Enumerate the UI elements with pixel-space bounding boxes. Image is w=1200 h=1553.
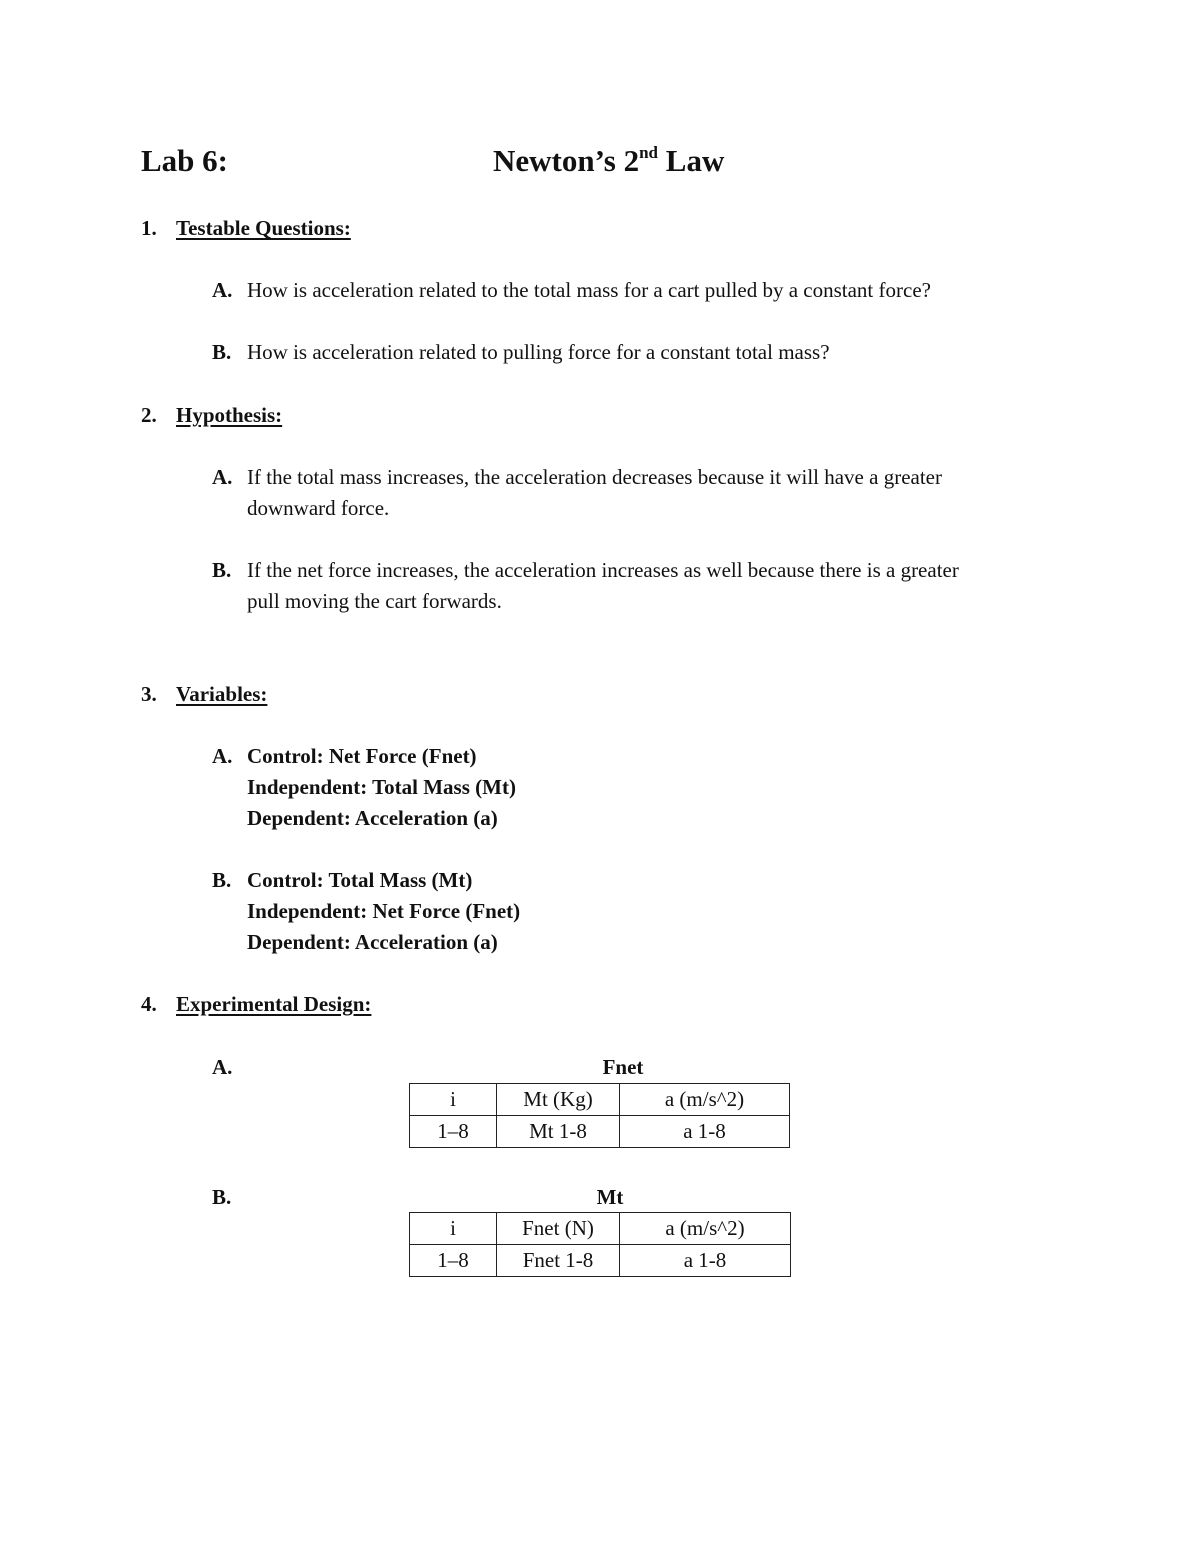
variables-b-independent: Independent: Net Force (Fnet)	[247, 899, 521, 923]
design-a-table	[409, 1083, 790, 1148]
table-header-row	[410, 1213, 791, 1245]
lab-number: Lab 6:	[141, 143, 228, 178]
table-header-row	[410, 1084, 790, 1116]
variables-b-control: Control: Total Mass (Mt)	[247, 868, 473, 892]
page-title	[493, 143, 724, 179]
hypothesis-a-line-2: downward force.	[247, 496, 390, 520]
section-4-number: 4.	[141, 992, 157, 1016]
design-a-caption: Fnet	[602, 1055, 644, 1079]
hypothesis-a-line-1: If the total mass increases, the acceleration decreases because it will have a greater	[247, 465, 942, 489]
question-a-text: How is acceleration related to the total mass for a cart pulled by a constant force?	[247, 278, 931, 302]
table-row	[410, 1116, 790, 1148]
variables-b-dependent: Dependent: Acceleration (a)	[247, 930, 498, 954]
design-b-label: B.	[212, 1185, 232, 1209]
title-main: Newton’s 2	[493, 143, 640, 178]
section-3-heading: Variables:	[176, 682, 268, 706]
variables-a-label: A.	[212, 744, 233, 768]
section-2-number: 2.	[141, 403, 157, 427]
design-b-caption: Mt	[596, 1185, 624, 1209]
section-2-heading: Hypothesis:	[176, 403, 283, 427]
table-cell: 1–8	[410, 1116, 497, 1148]
design-b-table	[409, 1212, 791, 1277]
title-superscript: nd	[639, 142, 659, 162]
table-cell: a 1-8	[620, 1116, 790, 1148]
section-4-heading: Experimental Design:	[176, 992, 372, 1016]
variables-a-independent: Independent: Total Mass (Mt)	[247, 775, 516, 799]
variables-a-control: Control: Net Force (Fnet)	[247, 744, 477, 768]
question-a-label: A.	[212, 278, 233, 302]
table-header-cell: a (m/s^2)	[620, 1213, 791, 1245]
section-1-heading: Testable Questions:	[176, 216, 351, 240]
question-b-label: B.	[212, 340, 232, 364]
table-row	[410, 1245, 791, 1277]
hypothesis-a-label: A.	[212, 465, 233, 489]
table-cell: Fnet 1-8	[497, 1245, 620, 1277]
section-1-number: 1.	[141, 216, 157, 240]
table-header-cell: a (m/s^2)	[620, 1084, 790, 1116]
question-b-text: How is acceleration related to pulling force for a constant total mass?	[247, 340, 830, 364]
hypothesis-b-label: B.	[212, 558, 232, 582]
table-header-cell: Mt (Kg)	[497, 1084, 620, 1116]
hypothesis-b-line-2: pull moving the cart forwards.	[247, 589, 502, 613]
table-header-cell: i	[410, 1213, 497, 1245]
section-3-number: 3.	[141, 682, 157, 706]
hypothesis-b-line-1: If the net force increases, the acceleration increases as well because there is a greater	[247, 558, 959, 582]
table-cell: Mt 1-8	[497, 1116, 620, 1148]
design-a-label: A.	[212, 1055, 233, 1079]
title-tail: Law	[658, 143, 725, 178]
table-header-cell: Fnet (N)	[497, 1213, 620, 1245]
table-cell: 1–8	[410, 1245, 497, 1277]
variables-a-dependent: Dependent: Acceleration (a)	[247, 806, 498, 830]
table-cell: a 1-8	[620, 1245, 791, 1277]
variables-b-label: B.	[212, 868, 232, 892]
table-header-cell: i	[410, 1084, 497, 1116]
